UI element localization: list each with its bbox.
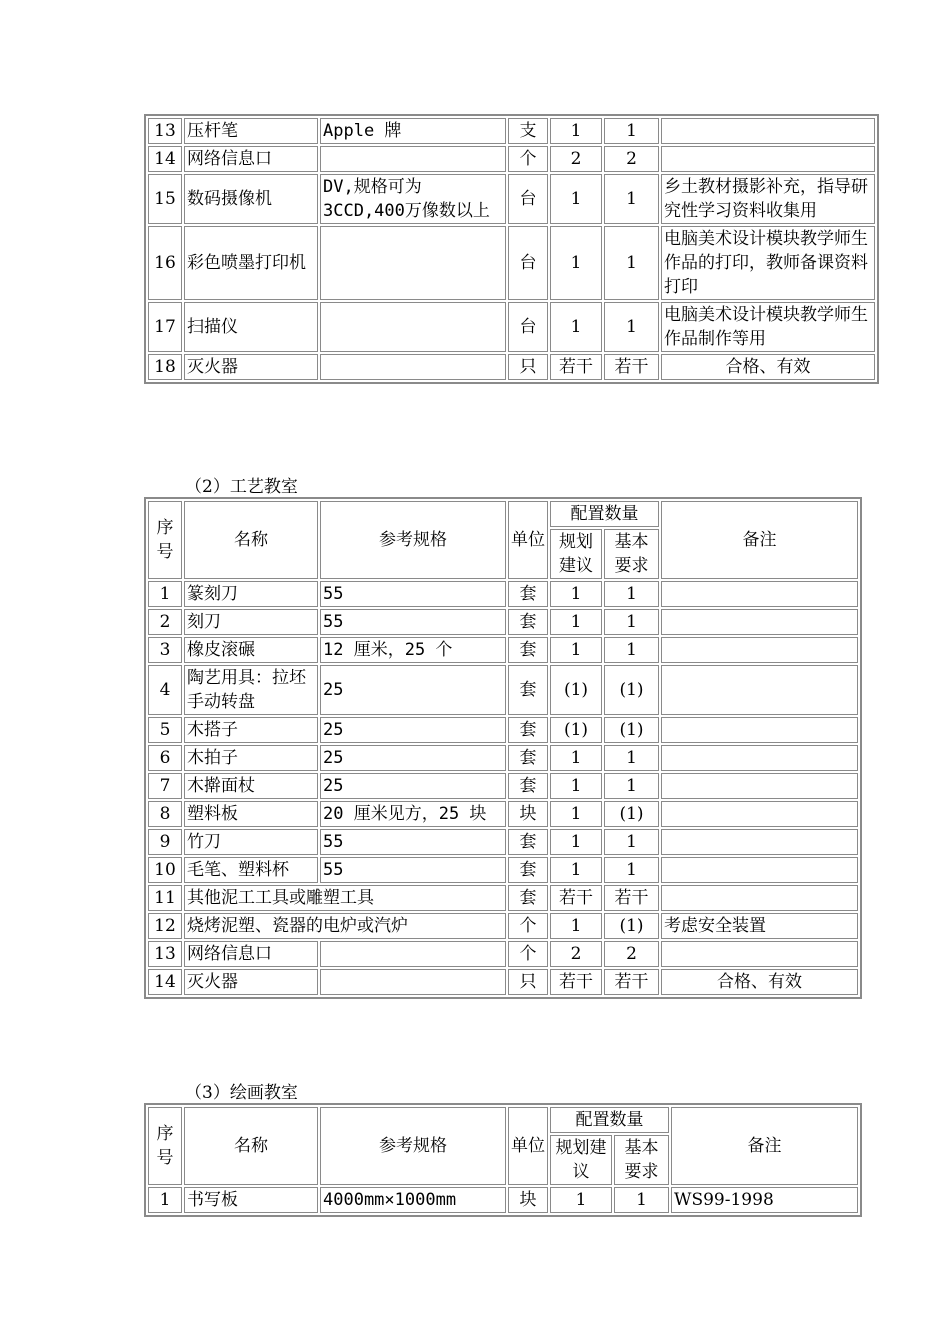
cell-name: 数码摄像机 (184, 174, 318, 224)
cell-unit: 套 (508, 665, 548, 715)
table-row (148, 801, 858, 827)
cell-name: 烧烤泥塑、瓷器的电炉或汽炉 (184, 913, 506, 939)
cell-no: 15 (148, 174, 182, 224)
table-row (148, 637, 858, 663)
cell-name: 橡皮滚碾 (184, 637, 318, 663)
cell-unit: 只 (508, 969, 548, 995)
cell-name: 木搭子 (184, 717, 318, 743)
cell-basic: 1 (604, 857, 659, 883)
header-remark: 备注 (661, 501, 858, 579)
cell-plan: 2 (550, 146, 602, 172)
header-spec: 参考规格 (320, 501, 506, 579)
section-title-craft-room: （2）工艺教室 (185, 477, 298, 497)
cell-basic: 1 (604, 829, 659, 855)
cell-unit: 块 (508, 801, 548, 827)
cell-remark (661, 637, 858, 663)
cell-spec: 20 厘米见方，25 块 (320, 801, 506, 827)
cell-spec: 12 厘米，25 个 (320, 637, 506, 663)
cell-remark: 合格、有效 (661, 969, 858, 995)
cell-unit: 套 (508, 581, 548, 607)
header-unit: 单位 (508, 1107, 548, 1185)
table-row (148, 717, 858, 743)
cell-unit: 个 (508, 941, 548, 967)
cell-no: 13 (148, 941, 182, 967)
cell-plan: (1) (550, 717, 602, 743)
cell-no: 1 (148, 1187, 182, 1213)
cell-plan: 1 (550, 857, 602, 883)
cell-basic: 2 (604, 941, 659, 967)
cell-spec: 55 (320, 857, 506, 883)
cell-name: 木擀面杖 (184, 773, 318, 799)
cell-remark (661, 801, 858, 827)
cell-unit: 套 (508, 773, 548, 799)
section-title-painting-room: （3）绘画教室 (185, 1083, 298, 1103)
cell-unit: 个 (508, 146, 548, 172)
cell-name: 木拍子 (184, 745, 318, 771)
cell-remark: 电脑美术设计模块教学师生作品的打印，教师备课资料打印 (661, 226, 875, 300)
cell-basic: 1 (614, 1187, 669, 1213)
cell-spec: 25 (320, 745, 506, 771)
cell-basic: 1 (604, 302, 659, 352)
cell-no: 16 (148, 226, 182, 300)
cell-unit: 个 (508, 913, 548, 939)
cell-plan: 2 (550, 941, 602, 967)
cell-basic: 1 (604, 609, 659, 635)
cell-no: 5 (148, 717, 182, 743)
cell-remark (661, 829, 858, 855)
header-name: 名称 (184, 501, 318, 579)
cell-unit: 台 (508, 226, 548, 300)
painting-room-table (144, 1103, 862, 1217)
cell-basic: 1 (604, 773, 659, 799)
cell-spec: 55 (320, 829, 506, 855)
cell-basic: 1 (604, 118, 659, 144)
table-row (148, 857, 858, 883)
cell-plan: 1 (550, 174, 602, 224)
cell-remark (661, 665, 858, 715)
table-row (148, 885, 858, 911)
cell-no: 11 (148, 885, 182, 911)
cell-name: 网络信息口 (184, 146, 318, 172)
cell-unit: 套 (508, 637, 548, 663)
cell-basic: 1 (604, 226, 659, 300)
cell-no: 3 (148, 637, 182, 663)
cell-spec: Apple 牌 (320, 118, 506, 144)
cell-name: 灭火器 (184, 969, 318, 995)
cell-spec (320, 302, 506, 352)
cell-unit: 套 (508, 857, 548, 883)
cell-plan: 1 (550, 913, 602, 939)
cell-no: 14 (148, 146, 182, 172)
table-row (148, 969, 858, 995)
cell-unit: 套 (508, 745, 548, 771)
cell-plan: 1 (550, 302, 602, 352)
table-row (148, 174, 875, 224)
table-row (148, 941, 858, 967)
cell-no: 9 (148, 829, 182, 855)
cell-plan: 若干 (550, 969, 602, 995)
cell-remark (661, 857, 858, 883)
cell-spec: 25 (320, 665, 506, 715)
header-plan: 规划建议 (550, 1135, 612, 1185)
cell-spec: 4000mm×1000mm (320, 1187, 506, 1213)
cell-no: 14 (148, 969, 182, 995)
cell-basic: 若干 (604, 354, 659, 380)
cell-basic: 1 (604, 637, 659, 663)
table-row (148, 829, 858, 855)
cell-spec: 55 (320, 581, 506, 607)
cell-remark: 合格、有效 (661, 354, 875, 380)
cell-no: 6 (148, 745, 182, 771)
cell-plan: 1 (550, 745, 602, 771)
craft-room-table (144, 497, 862, 999)
cell-basic: (1) (604, 665, 659, 715)
cell-unit: 套 (508, 717, 548, 743)
equipment-table-continued (144, 114, 879, 384)
cell-unit: 套 (508, 609, 548, 635)
header-basic: 基本要求 (604, 529, 659, 579)
cell-name: 压杆笔 (184, 118, 318, 144)
cell-remark (661, 717, 858, 743)
cell-remark (661, 609, 858, 635)
cell-remark: 乡土教材摄影补充，指导研究性学习资料收集用 (661, 174, 875, 224)
cell-unit: 块 (508, 1187, 548, 1213)
cell-no: 18 (148, 354, 182, 380)
table-row (148, 1187, 858, 1213)
cell-name: 竹刀 (184, 829, 318, 855)
cell-plan: 1 (550, 226, 602, 300)
table-row (148, 773, 858, 799)
cell-no: 12 (148, 913, 182, 939)
header-qty: 配置数量 (550, 501, 659, 527)
table-row (148, 302, 875, 352)
cell-spec: 25 (320, 773, 506, 799)
cell-plan: 1 (550, 118, 602, 144)
table-row (148, 745, 858, 771)
cell-remark (661, 118, 875, 144)
header-unit: 单位 (508, 501, 548, 579)
cell-name: 其他泥工工具或雕塑工具 (184, 885, 506, 911)
cell-no: 1 (148, 581, 182, 607)
cell-plan: 若干 (550, 354, 602, 380)
cell-plan: 1 (550, 1187, 612, 1213)
cell-no: 4 (148, 665, 182, 715)
cell-remark (661, 773, 858, 799)
cell-basic: 1 (604, 174, 659, 224)
cell-spec: 55 (320, 609, 506, 635)
cell-spec (320, 354, 506, 380)
cell-name: 扫描仪 (184, 302, 318, 352)
table-row (148, 609, 858, 635)
header-qty: 配置数量 (550, 1107, 669, 1133)
cell-unit: 台 (508, 174, 548, 224)
cell-basic: (1) (604, 801, 659, 827)
cell-no: 13 (148, 118, 182, 144)
cell-name: 篆刻刀 (184, 581, 318, 607)
table-row (148, 118, 875, 144)
cell-name: 灭火器 (184, 354, 318, 380)
cell-spec: DV,规格可为3CCD,400万像数以上 (320, 174, 506, 224)
cell-plan: 1 (550, 581, 602, 607)
cell-plan: 1 (550, 773, 602, 799)
cell-name: 塑料板 (184, 801, 318, 827)
cell-remark: 电脑美术设计模块教学师生作品制作等用 (661, 302, 875, 352)
cell-plan: 1 (550, 829, 602, 855)
header-remark: 备注 (671, 1107, 858, 1185)
cell-plan: 1 (550, 801, 602, 827)
header-no: 序号 (148, 501, 182, 579)
cell-remark (661, 146, 875, 172)
cell-plan: (1) (550, 665, 602, 715)
header-plan: 规划建议 (550, 529, 602, 579)
cell-no: 10 (148, 857, 182, 883)
cell-name: 陶艺用具：拉坯手动转盘 (184, 665, 318, 715)
cell-name: 刻刀 (184, 609, 318, 635)
cell-remark: WS99-1998 (671, 1187, 858, 1213)
header-basic: 基本要求 (614, 1135, 669, 1185)
cell-basic: 若干 (604, 885, 659, 911)
cell-no: 7 (148, 773, 182, 799)
cell-name: 彩色喷墨打印机 (184, 226, 318, 300)
cell-basic: 1 (604, 745, 659, 771)
cell-spec (320, 941, 506, 967)
header-name: 名称 (184, 1107, 318, 1185)
table-row (148, 913, 858, 939)
header-spec: 参考规格 (320, 1107, 506, 1185)
cell-basic: 2 (604, 146, 659, 172)
cell-no: 8 (148, 801, 182, 827)
table-row (148, 226, 875, 300)
cell-no: 17 (148, 302, 182, 352)
cell-remark (661, 941, 858, 967)
cell-name: 毛笔、塑料杯 (184, 857, 318, 883)
cell-remark: 考虑安全装置 (661, 913, 858, 939)
cell-remark (661, 745, 858, 771)
cell-basic: 1 (604, 581, 659, 607)
cell-name: 书写板 (184, 1187, 318, 1213)
cell-unit: 套 (508, 829, 548, 855)
cell-basic: (1) (604, 913, 659, 939)
cell-spec (320, 146, 506, 172)
table-row (148, 665, 858, 715)
table-row (148, 581, 858, 607)
cell-unit: 套 (508, 885, 548, 911)
table-row (148, 354, 875, 380)
header-no: 序号 (148, 1107, 182, 1185)
cell-plan: 1 (550, 637, 602, 663)
cell-unit: 台 (508, 302, 548, 352)
cell-spec (320, 226, 506, 300)
cell-unit: 只 (508, 354, 548, 380)
cell-remark (661, 885, 858, 911)
cell-no: 2 (148, 609, 182, 635)
cell-spec: 25 (320, 717, 506, 743)
cell-basic: 若干 (604, 969, 659, 995)
cell-basic: (1) (604, 717, 659, 743)
cell-unit: 支 (508, 118, 548, 144)
cell-name: 网络信息口 (184, 941, 318, 967)
cell-plan: 若干 (550, 885, 602, 911)
cell-spec (320, 969, 506, 995)
cell-remark (661, 581, 858, 607)
cell-plan: 1 (550, 609, 602, 635)
table-row (148, 146, 875, 172)
